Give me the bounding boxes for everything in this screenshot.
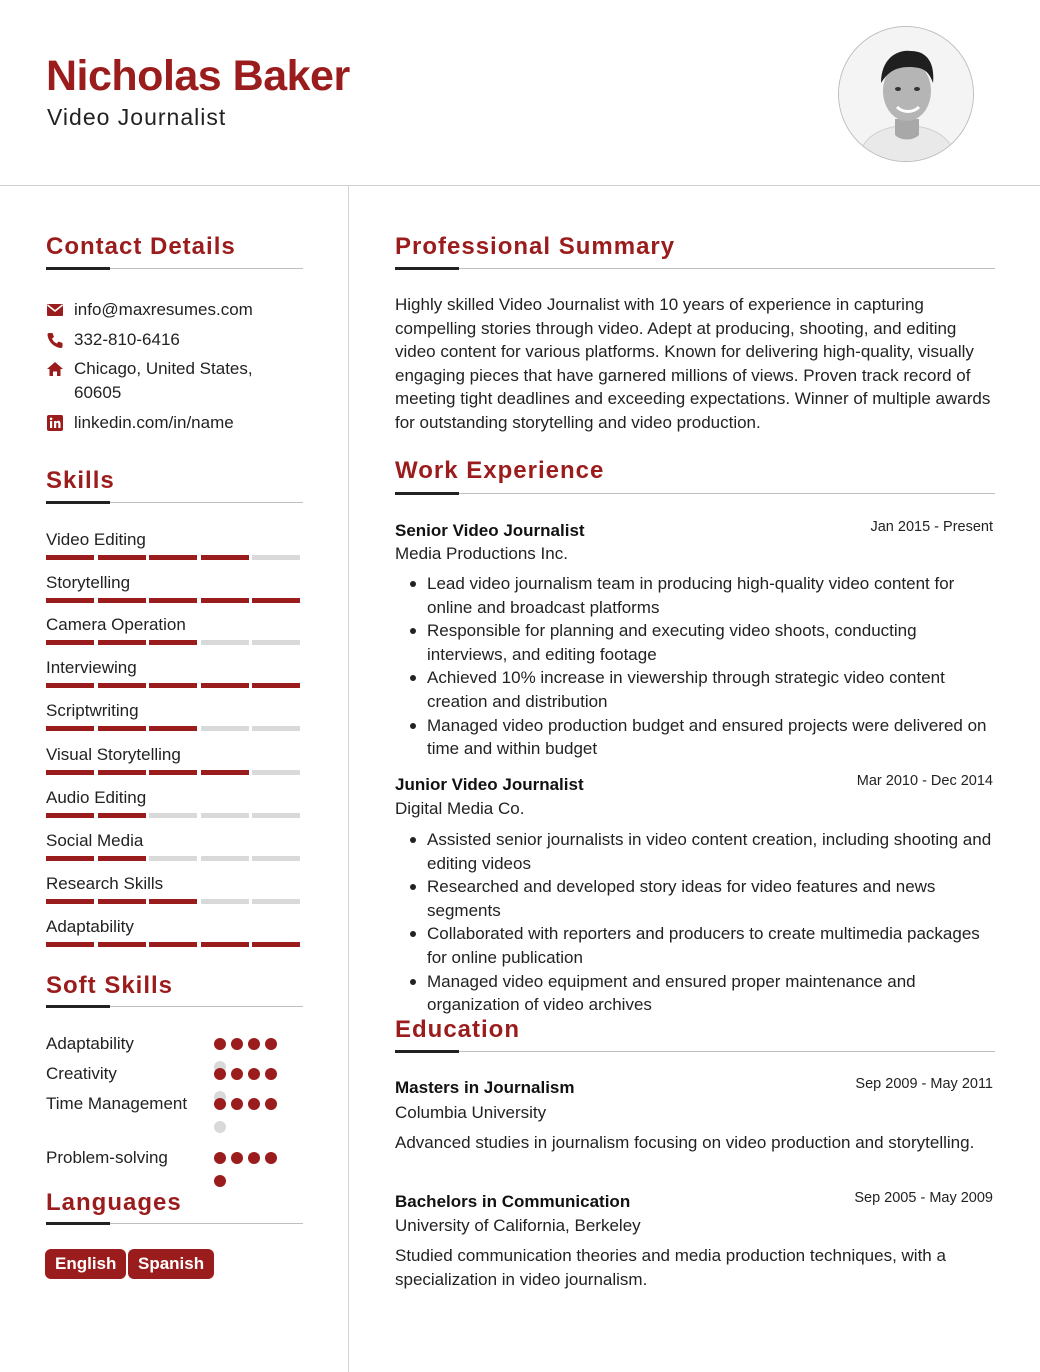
degree-title: Bachelors in Communication: [395, 1192, 631, 1211]
skill-label: Interviewing: [46, 658, 137, 677]
languages-rule: [46, 1223, 303, 1224]
skill-item: [46, 614, 304, 636]
school-name: University of California, Berkeley: [395, 1216, 641, 1235]
job-bullets: [395, 572, 995, 761]
skill-item: [46, 916, 304, 938]
job-company: Digital Media Co.: [395, 799, 525, 818]
school-name: Columbia University: [395, 1103, 547, 1122]
skill-level-segment: [46, 640, 94, 645]
soft-skill-dot: [231, 1098, 243, 1110]
skill-level-segment: [201, 726, 249, 731]
skill-level-segment: [201, 598, 249, 603]
person-portrait-icon: [839, 27, 974, 162]
phone-icon: [46, 331, 64, 349]
soft-skill-label: Time Management: [46, 1094, 188, 1113]
skill-level-segment: [252, 640, 300, 645]
degree-dates: Sep 2005 - May 2009: [854, 1190, 993, 1206]
skill-level-segment: [46, 813, 94, 818]
skill-level-bar: [46, 770, 302, 775]
skill-level-segment: [149, 598, 197, 603]
skill-label: Storytelling: [46, 573, 131, 592]
soft-skill-dots: [214, 1098, 294, 1148]
skills-rule: [46, 502, 303, 503]
experience-heading: Work Experience: [395, 457, 605, 484]
skill-level-segment: [98, 683, 146, 688]
summary-text: Highly skilled Video Journalist with 10 years of experience in capturing compelling stories through video. Adept at producing, shooting, and editing video content for various platforms. Known for delivering high-quality, visually engaging pieces that have garnered millions of views. Proven track record of meeting tight deadlines and exceeding expectations. Winner of multiple awards for outstanding storytelling and video production.: [395, 295, 991, 432]
education-heading: Education: [395, 1016, 521, 1043]
soft-skill-dot: [214, 1121, 226, 1133]
soft-skill-dot: [231, 1152, 243, 1164]
soft-skill-item: [46, 1062, 306, 1085]
list-item: Managed video production budget and ensured projects were delivered on time and within budget: [395, 714, 995, 761]
soft-skill-dot: [214, 1175, 226, 1187]
skill-level-segment: [252, 555, 300, 560]
soft-skill-dot: [248, 1152, 260, 1164]
summary-heading: Professional Summary: [395, 233, 676, 260]
list-item: Responsible for planning and executing video shoots, conducting interviews, and editing footage: [395, 619, 995, 666]
skill-item: [46, 657, 304, 679]
soft-skill-dot: [214, 1038, 226, 1050]
skill-level-bar: [46, 813, 302, 818]
soft-skill-dot: [265, 1038, 277, 1050]
skill-level-segment: [98, 813, 146, 818]
skill-level-segment: [98, 899, 146, 904]
degree-title: Masters in Journalism: [395, 1078, 575, 1097]
degree-dates: Sep 2009 - May 2011: [855, 1076, 993, 1092]
soft-skill-dot: [265, 1098, 277, 1110]
skill-level-segment: [252, 899, 300, 904]
skill-level-segment: [201, 942, 249, 947]
skill-level-segment: [201, 770, 249, 775]
list-item: Researched and developed story ideas for video features and news segments: [395, 875, 995, 922]
soft-skills-heading: Soft Skills: [46, 972, 174, 999]
soft-skill-dots: [214, 1152, 294, 1202]
skills-heading: Skills: [46, 467, 115, 494]
job-dates: Mar 2010 - Dec 2014: [856, 773, 993, 789]
skill-level-segment: [149, 899, 197, 904]
skill-level-segment: [98, 726, 146, 731]
summary-rule: [395, 268, 995, 269]
candidate-name: Nicholas Baker: [46, 52, 350, 100]
skill-level-segment: [252, 942, 300, 947]
skill-level-segment: [201, 640, 249, 645]
list-item: Collaborated with reporters and producers to create multimedia packages for online publication: [395, 922, 995, 969]
soft-skill-dot: [231, 1038, 243, 1050]
skill-level-bar: [46, 899, 302, 904]
home-icon: [46, 360, 64, 378]
soft-skill-item: [46, 1092, 306, 1115]
job-title: Junior Video Journalist: [395, 775, 584, 794]
soft-skill-label: Adaptability: [46, 1034, 134, 1053]
skill-level-segment: [252, 813, 300, 818]
column-divider: [348, 186, 349, 1372]
soft-skill-dot: [248, 1098, 260, 1110]
experience-rule: [395, 493, 995, 494]
skill-item: [46, 787, 304, 809]
soft-skill-item: [46, 1032, 306, 1055]
skill-level-segment: [149, 813, 197, 818]
skill-item: [46, 529, 304, 551]
skill-level-bar: [46, 726, 302, 731]
skill-level-segment: [201, 856, 249, 861]
skill-label: Video Editing: [46, 530, 146, 549]
skill-level-bar: [46, 942, 302, 947]
skill-level-segment: [149, 555, 197, 560]
skill-item: [46, 873, 304, 895]
skill-level-bar: [46, 856, 302, 861]
degree-description: Studied communication theories and media production techniques, with a specialization in video journalism.: [395, 1246, 946, 1289]
list-item: Assisted senior journalists in video content creation, including shooting and editing videos: [395, 828, 995, 875]
job-title: Senior Video Journalist: [395, 521, 585, 540]
soft-skills-rule: [46, 1006, 303, 1007]
skill-level-segment: [149, 942, 197, 947]
skill-level-segment: [149, 640, 197, 645]
skill-label: Scriptwriting: [46, 701, 139, 720]
profile-photo: [838, 26, 974, 162]
soft-skill-label: Creativity: [46, 1064, 117, 1083]
skill-label: Research Skills: [46, 874, 164, 893]
skill-level-segment: [252, 770, 300, 775]
skill-level-segment: [98, 598, 146, 603]
skill-level-segment: [149, 683, 197, 688]
skill-level-segment: [98, 555, 146, 560]
candidate-title: Video Journalist: [47, 104, 227, 130]
skill-item: [46, 700, 304, 722]
skill-level-bar: [46, 683, 302, 688]
skill-item: [46, 744, 304, 766]
skill-level-segment: [46, 942, 94, 947]
skill-level-segment: [149, 726, 197, 731]
soft-skill-dot: [265, 1068, 277, 1080]
skill-level-segment: [46, 683, 94, 688]
skill-level-bar: [46, 598, 302, 603]
skill-level-segment: [46, 598, 94, 603]
soft-skill-label: Problem-solving: [46, 1148, 168, 1167]
contact-address-text: Chicago, United States, 60605: [74, 359, 253, 402]
skill-level-bar: [46, 640, 302, 645]
education-rule: [395, 1051, 995, 1052]
skill-level-segment: [149, 856, 197, 861]
soft-skill-dot: [214, 1068, 226, 1080]
skill-level-segment: [46, 770, 94, 775]
job-dates: Jan 2015 - Present: [870, 519, 993, 535]
list-item: Managed video equipment and ensured proper maintenance and organization of video archives: [395, 970, 995, 1017]
email-icon: [46, 301, 64, 319]
skill-level-segment: [46, 856, 94, 861]
languages-heading: Languages: [46, 1189, 182, 1216]
skill-level-segment: [46, 555, 94, 560]
skill-item: [46, 830, 304, 852]
degree-description: Advanced studies in journalism focusing on video production and storytelling.: [395, 1133, 975, 1152]
skill-level-segment: [252, 683, 300, 688]
skill-level-segment: [201, 683, 249, 688]
soft-skill-item: [46, 1146, 306, 1169]
skill-item: [46, 572, 304, 594]
contact-linkedin-text[interactable]: linkedin.com/in/name: [74, 413, 234, 432]
skill-level-segment: [252, 598, 300, 603]
soft-skill-dot: [248, 1068, 260, 1080]
skill-level-segment: [46, 726, 94, 731]
language-badge: English: [45, 1249, 126, 1279]
skill-label: Adaptability: [46, 917, 134, 936]
job-bullets: [395, 828, 995, 1017]
skill-level-segment: [201, 899, 249, 904]
soft-skill-dot: [265, 1152, 277, 1164]
skill-label: Camera Operation: [46, 615, 186, 634]
soft-skill-dot: [231, 1068, 243, 1080]
contact-heading: Contact Details: [46, 233, 236, 260]
job-company: Media Productions Inc.: [395, 544, 568, 563]
contact-phone-text: 332-810-6416: [74, 330, 180, 349]
skill-label: Visual Storytelling: [46, 745, 181, 764]
skill-level-segment: [201, 813, 249, 818]
skill-level-segment: [98, 770, 146, 775]
skill-label: Audio Editing: [46, 788, 147, 807]
contact-rule: [46, 268, 303, 269]
skill-label: Social Media: [46, 831, 144, 850]
soft-skill-dot: [214, 1152, 226, 1164]
skill-level-segment: [201, 555, 249, 560]
skill-level-segment: [98, 856, 146, 861]
list-item: Achieved 10% increase in viewership through strategic video content creation and distribution: [395, 666, 995, 713]
soft-skill-dot: [248, 1038, 260, 1050]
list-item: Lead video journalism team in producing high-quality video content for online and broadcast platforms: [395, 572, 995, 619]
skill-level-segment: [98, 640, 146, 645]
skill-level-segment: [149, 770, 197, 775]
skill-level-segment: [98, 942, 146, 947]
linkedin-icon: [46, 414, 64, 432]
skill-level-bar: [46, 555, 302, 560]
language-badge: Spanish: [128, 1249, 214, 1279]
contact-email-text: info@maxresumes.com: [74, 300, 253, 319]
soft-skill-dot: [214, 1098, 226, 1110]
skill-level-segment: [252, 856, 300, 861]
skill-level-segment: [46, 899, 94, 904]
skill-level-segment: [252, 726, 300, 731]
resume-header: [0, 0, 1040, 186]
